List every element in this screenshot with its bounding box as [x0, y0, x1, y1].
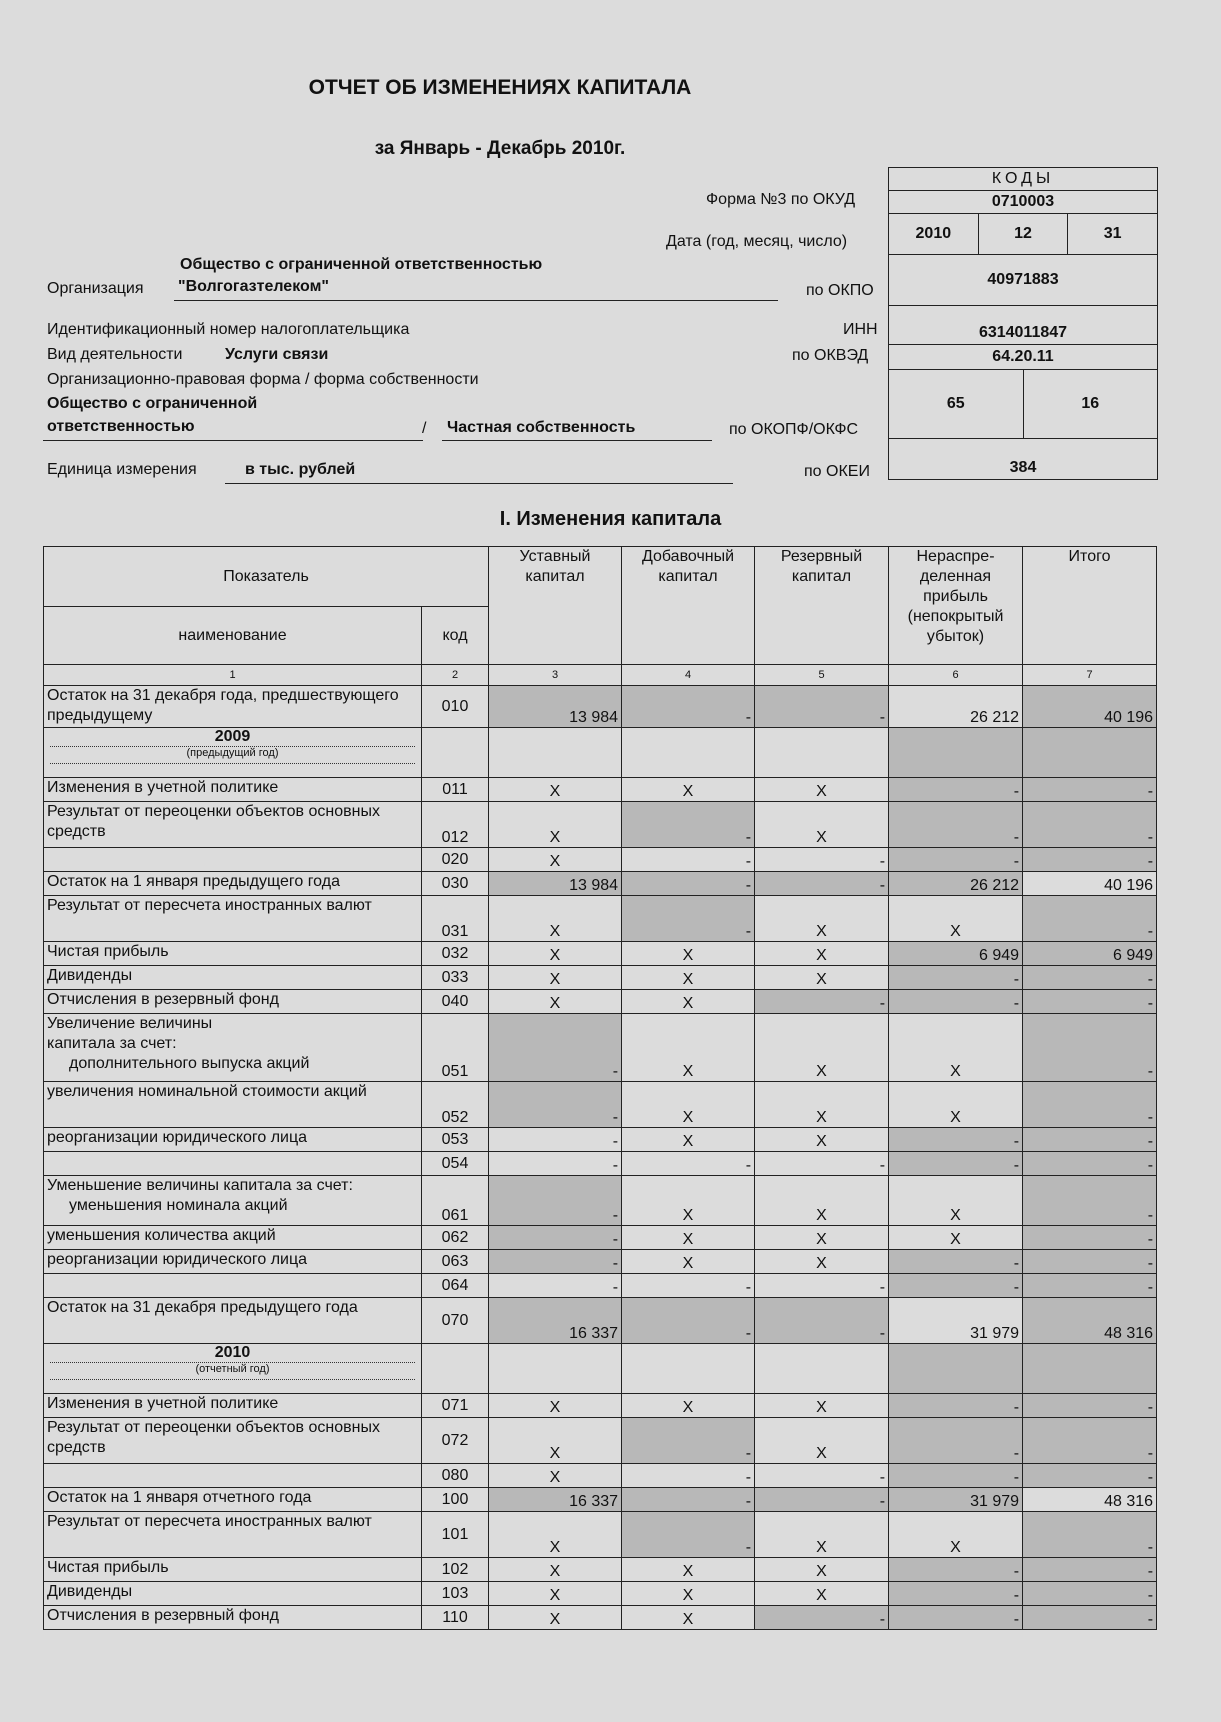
- cell-value: 16 337: [489, 1488, 622, 1512]
- row-code: 061: [422, 1176, 489, 1226]
- cell-value: 31 979: [889, 1488, 1023, 1512]
- cell-x: X: [622, 778, 755, 802]
- table-row: [44, 1558, 1157, 1582]
- cell-value: 26 212: [889, 872, 1023, 896]
- cell-x: X: [755, 966, 889, 990]
- date-day: 31: [1067, 214, 1157, 254]
- okfs-code: 16: [1023, 370, 1158, 438]
- cell-value: -: [1023, 1152, 1157, 1176]
- table-row: [44, 966, 1157, 990]
- cell-value: -: [889, 1394, 1023, 1418]
- cell-value: -: [889, 778, 1023, 802]
- table-row: [44, 1512, 1157, 1558]
- cell-x: X: [622, 1582, 755, 1606]
- cell-value: -: [755, 1274, 889, 1298]
- cell-value: -: [1023, 1418, 1157, 1464]
- row-name: Отчисления в резервный фонд: [44, 1606, 422, 1630]
- cell-value: -: [1023, 1082, 1157, 1128]
- table-row: [44, 942, 1157, 966]
- row-name: Остаток на 31 декабря года, предшествующего предыдущему: [44, 686, 422, 728]
- row-code: 110: [422, 1606, 489, 1630]
- form-slash: /: [422, 420, 427, 437]
- row-name: Увеличение величины капитала за счет:: [47, 1015, 213, 1052]
- cell-x: X: [755, 1558, 889, 1582]
- okud-code: 0710003: [991, 193, 1055, 210]
- row-code: 040: [422, 990, 489, 1014]
- cell-value: -: [1023, 778, 1157, 802]
- cell-value: 13 984: [489, 686, 622, 728]
- cell-x: X: [755, 802, 889, 848]
- cell-value: -: [1023, 848, 1157, 872]
- header-indicator: Показатель: [44, 547, 489, 607]
- row-name: дополнительного выпуска акций: [69, 1055, 310, 1072]
- cell-value: -: [622, 686, 755, 728]
- cell-value: -: [489, 1250, 622, 1274]
- cell-x: X: [489, 1418, 622, 1464]
- cell-value: -: [1023, 1512, 1157, 1558]
- cell-x: X: [889, 896, 1023, 942]
- cell-x: X: [489, 942, 622, 966]
- row-name: Чистая прибыль: [44, 1558, 422, 1582]
- row-name: Результат от пересчета иностранных валют: [44, 1512, 422, 1558]
- cell-value: -: [622, 896, 755, 942]
- cell-x: X: [622, 1558, 755, 1582]
- row-name: Остаток на 31 декабря предыдущего года: [44, 1298, 422, 1344]
- cell-value: -: [489, 1226, 622, 1250]
- cell-value: -: [622, 1418, 755, 1464]
- cell-value: -: [1023, 990, 1157, 1014]
- cell-value: -: [1023, 1014, 1157, 1082]
- row-code: 071: [422, 1394, 489, 1418]
- cell-value: -: [1023, 896, 1157, 942]
- header-reserve-capital: Резервный капитал: [755, 547, 889, 665]
- cell-x: X: [622, 1014, 755, 1082]
- table-row: [44, 1082, 1157, 1128]
- cell-value: -: [1023, 1606, 1157, 1630]
- codes-caption: КОДЫ: [991, 170, 1055, 187]
- cell-value: -: [1023, 1582, 1157, 1606]
- col-num-7: 7: [1023, 665, 1157, 686]
- cell-value: -: [889, 1582, 1023, 1606]
- cell-x: X: [489, 1464, 622, 1488]
- okei-code: 384: [1009, 459, 1037, 476]
- cell-x: X: [755, 1176, 889, 1226]
- row-code: 010: [422, 686, 489, 728]
- inn-code: 6314011847: [978, 324, 1068, 341]
- row-code: 051: [422, 1014, 489, 1082]
- row-code: 101: [422, 1512, 489, 1558]
- okved-label: по ОКВЭД: [792, 347, 869, 364]
- cell-value: 16 337: [489, 1298, 622, 1344]
- cell-value: 48 316: [1023, 1488, 1157, 1512]
- row-name: Изменения в учетной политике: [44, 1394, 422, 1418]
- row-code: 070: [422, 1298, 489, 1344]
- okei-label: по ОКЕИ: [804, 463, 870, 480]
- row-code: 102: [422, 1558, 489, 1582]
- header-retained-earnings: Нераспре-деленная прибыль (непокрытый убыток): [889, 547, 1023, 665]
- cell-value: -: [1023, 1250, 1157, 1274]
- form-line2: ответственностью: [47, 418, 195, 435]
- cell-x: X: [755, 1512, 889, 1558]
- cell-value: -: [755, 848, 889, 872]
- cell-value: -: [1023, 802, 1157, 848]
- cell-value: -: [489, 1152, 622, 1176]
- table-row: [44, 1298, 1157, 1344]
- cell-x: X: [489, 990, 622, 1014]
- cell-x: X: [755, 1394, 889, 1418]
- year-cur-sub: (отчетный год): [50, 1362, 415, 1375]
- year-prev: 2009: [214, 728, 251, 745]
- cell-value: 31 979: [889, 1298, 1023, 1344]
- cell-x: X: [889, 1082, 1023, 1128]
- cell-value: 40 196: [1023, 686, 1157, 728]
- cell-value: -: [622, 1488, 755, 1512]
- row-name: Результат от переоценки объектов основных средств: [44, 1418, 422, 1464]
- year-cur: 2010: [214, 1344, 251, 1361]
- activity-label: Вид деятельности: [47, 346, 183, 363]
- row-code: 031: [422, 896, 489, 942]
- cell-value: -: [489, 1128, 622, 1152]
- okopf-code: 65: [946, 395, 965, 412]
- header-charter-capital: Уставный капитал: [489, 547, 622, 665]
- row-name: уменьшения номинала акций: [69, 1197, 288, 1214]
- col-num-3: 3: [489, 665, 622, 686]
- table-row: [44, 728, 1157, 778]
- table-row: [44, 1344, 1157, 1394]
- cell-x: X: [489, 848, 622, 872]
- date-year: 2010: [915, 225, 952, 242]
- row-code: 052: [422, 1082, 489, 1128]
- cell-x: X: [489, 896, 622, 942]
- cell-x: X: [622, 1250, 755, 1274]
- cell-value: -: [889, 802, 1023, 848]
- table-row: [44, 686, 1157, 728]
- row-code: 032: [422, 942, 489, 966]
- cell-value: -: [889, 990, 1023, 1014]
- cell-value: -: [1023, 1226, 1157, 1250]
- cell-value: -: [889, 1418, 1023, 1464]
- cell-value: 13 984: [489, 872, 622, 896]
- inn-short-label: ИНН: [843, 321, 878, 338]
- cell-value: -: [622, 802, 755, 848]
- table-row: [44, 1488, 1157, 1512]
- year-prev-sub: (предыдущий год): [50, 746, 415, 759]
- cell-value: -: [1023, 1394, 1157, 1418]
- cell-x: X: [622, 1226, 755, 1250]
- cell-value: -: [889, 1558, 1023, 1582]
- row-name: Остаток на 1 января отчетного года: [44, 1488, 422, 1512]
- report-title: ОТЧЕТ ОБ ИЗМЕНЕНИЯХ КАПИТАЛА: [308, 76, 692, 99]
- org-underline: [174, 300, 778, 301]
- row-name: Результат от переоценки объектов основных средств: [44, 802, 422, 848]
- row-code: 080: [422, 1464, 489, 1488]
- okved-code: 64.20.11: [992, 348, 1054, 365]
- row-name: Результат от пересчета иностранных валют: [44, 896, 422, 942]
- table-row: [44, 1152, 1157, 1176]
- cell-x: X: [889, 1226, 1023, 1250]
- row-code: 064: [422, 1274, 489, 1298]
- cell-value: -: [889, 1152, 1023, 1176]
- cell-value: 6 949: [1023, 942, 1157, 966]
- cell-value: -: [755, 1606, 889, 1630]
- cell-x: X: [755, 942, 889, 966]
- org-name-line1: Общество с ограниченной ответственностью: [180, 256, 543, 273]
- cell-x: X: [889, 1512, 1023, 1558]
- col-num-5: 5: [755, 665, 889, 686]
- cell-x: X: [622, 1176, 755, 1226]
- col-num-1: 1: [44, 665, 422, 686]
- row-name: Дивиденды: [44, 966, 422, 990]
- cell-x: X: [489, 1606, 622, 1630]
- cell-value: 6 949: [889, 942, 1023, 966]
- cell-value: -: [622, 1512, 755, 1558]
- cell-value: -: [755, 1488, 889, 1512]
- codes-box: [888, 167, 1158, 480]
- cell-value: -: [489, 1274, 622, 1298]
- cell-value: -: [622, 872, 755, 896]
- row-code: 062: [422, 1226, 489, 1250]
- cell-x: X: [755, 896, 889, 942]
- table-row: [44, 1418, 1157, 1464]
- cell-value: -: [889, 1606, 1023, 1630]
- row-code: 011: [422, 778, 489, 802]
- cell-value: -: [755, 990, 889, 1014]
- unit-label: Единица измерения: [47, 461, 197, 478]
- table-row: [44, 896, 1157, 942]
- cell-value: -: [755, 1464, 889, 1488]
- header-total: Итого: [1023, 547, 1157, 665]
- cell-x: X: [755, 1226, 889, 1250]
- cell-value: 26 212: [889, 686, 1023, 728]
- cell-value: -: [622, 1152, 755, 1176]
- cell-x: X: [622, 942, 755, 966]
- cell-x: X: [755, 1128, 889, 1152]
- cell-value: -: [489, 1176, 622, 1226]
- table-row: [44, 1464, 1157, 1488]
- cell-x: X: [622, 1128, 755, 1152]
- row-name: Уменьшение величины капитала за счет:: [47, 1177, 353, 1194]
- cell-x: X: [755, 778, 889, 802]
- cell-x: X: [489, 1394, 622, 1418]
- table-row: [44, 1582, 1157, 1606]
- row-name: Остаток на 1 января предыдущего года: [44, 872, 422, 896]
- date-month: 12: [978, 214, 1068, 254]
- table-row: [44, 1606, 1157, 1630]
- okud-label: Форма №3 по ОКУД: [706, 191, 856, 208]
- row-name: Отчисления в резервный фонд: [44, 990, 422, 1014]
- table-row: [44, 1274, 1157, 1298]
- okpo-label: по ОКПО: [806, 282, 874, 299]
- row-name: Чистая прибыль: [44, 942, 422, 966]
- cell-x: X: [755, 1418, 889, 1464]
- cell-x: X: [489, 802, 622, 848]
- okopf-label: по ОКОПФ/ОКФС: [729, 421, 859, 438]
- row-code: 020: [422, 848, 489, 872]
- row-code: 053: [422, 1128, 489, 1152]
- cell-value: -: [489, 1082, 622, 1128]
- row-name: увеличения номинальной стоимости акций: [44, 1082, 422, 1128]
- cell-value: -: [1023, 1176, 1157, 1226]
- cell-value: -: [1023, 1274, 1157, 1298]
- cell-value: 40 196: [1023, 872, 1157, 896]
- table-row: [44, 1226, 1157, 1250]
- cell-x: X: [755, 1582, 889, 1606]
- date-label: Дата (год, месяц, число): [666, 233, 848, 250]
- row-name: реорганизации юридического лица: [44, 1128, 422, 1152]
- cell-value: -: [489, 1014, 622, 1082]
- cell-value: -: [622, 1274, 755, 1298]
- org-name-line2: "Волгогазтелеком": [178, 278, 329, 295]
- row-code: 033: [422, 966, 489, 990]
- row-code: 072: [422, 1418, 489, 1464]
- cell-x: X: [889, 1014, 1023, 1082]
- cell-x: X: [622, 966, 755, 990]
- cell-x: X: [755, 1014, 889, 1082]
- table-row: [44, 848, 1157, 872]
- form-line1: Общество с ограниченной: [47, 395, 258, 412]
- col-num-6: 6: [889, 665, 1023, 686]
- cell-x: X: [489, 778, 622, 802]
- unit-value: в тыс. рублей: [245, 461, 356, 478]
- header-code: код: [422, 607, 489, 665]
- cell-value: -: [1023, 966, 1157, 990]
- table-row: [44, 802, 1157, 848]
- cell-x: X: [622, 1394, 755, 1418]
- row-code: 030: [422, 872, 489, 896]
- row-code: 100: [422, 1488, 489, 1512]
- cell-x: X: [489, 1582, 622, 1606]
- table-row: [44, 778, 1157, 802]
- row-code: 054: [422, 1152, 489, 1176]
- activity-value: Услуги связи: [225, 346, 329, 363]
- cell-value: -: [889, 1464, 1023, 1488]
- org-label: Организация: [47, 280, 144, 297]
- cell-value: -: [889, 1274, 1023, 1298]
- cell-value: -: [755, 1152, 889, 1176]
- table-row: [44, 1250, 1157, 1274]
- header-additional-capital: Добавочный капитал: [622, 547, 755, 665]
- row-name: реорганизации юридического лица: [44, 1250, 422, 1274]
- cell-value: -: [622, 1464, 755, 1488]
- header-name: наименование: [44, 607, 422, 665]
- cell-value: -: [889, 1250, 1023, 1274]
- cell-x: X: [489, 1512, 622, 1558]
- form-label: Организационно-правовая форма / форма собственности: [47, 371, 479, 388]
- cell-value: -: [1023, 1464, 1157, 1488]
- row-name: Дивиденды: [44, 1582, 422, 1606]
- cell-value: -: [889, 1128, 1023, 1152]
- row-code: 012: [422, 802, 489, 848]
- cell-x: X: [622, 1606, 755, 1630]
- col-num-2: 2: [422, 665, 489, 686]
- cell-value: -: [622, 1298, 755, 1344]
- ownership-underline: [442, 440, 712, 441]
- okpo-code: 40971883: [987, 271, 1059, 288]
- cell-value: -: [622, 848, 755, 872]
- form-underline: [43, 440, 423, 441]
- section-title: I. Изменения капитала: [499, 508, 722, 530]
- cell-x: X: [622, 1082, 755, 1128]
- cell-x: X: [489, 966, 622, 990]
- ownership-value: Частная собственность: [447, 419, 636, 436]
- cell-value: -: [889, 966, 1023, 990]
- table-row: [44, 1014, 1157, 1082]
- cell-value: -: [755, 872, 889, 896]
- row-name: Изменения в учетной политике: [44, 778, 422, 802]
- cell-x: X: [889, 1176, 1023, 1226]
- cell-value: -: [755, 1298, 889, 1344]
- row-name: уменьшения количества акций: [44, 1226, 422, 1250]
- capital-changes-table: [43, 546, 1157, 1630]
- row-code: 103: [422, 1582, 489, 1606]
- cell-value: -: [1023, 1128, 1157, 1152]
- cell-value: 48 316: [1023, 1298, 1157, 1344]
- table-row: [44, 990, 1157, 1014]
- table-row: [44, 1128, 1157, 1152]
- cell-value: -: [755, 686, 889, 728]
- cell-x: X: [489, 1558, 622, 1582]
- report-period: за Январь - Декабрь 2010г.: [374, 138, 626, 159]
- table-row: [44, 1394, 1157, 1418]
- cell-x: X: [755, 1250, 889, 1274]
- inn-label: Идентификационный номер налогоплательщика: [47, 321, 410, 338]
- table-row: [44, 872, 1157, 896]
- cell-x: X: [755, 1082, 889, 1128]
- table-row: [44, 1176, 1157, 1226]
- cell-x: X: [622, 990, 755, 1014]
- cell-value: -: [889, 848, 1023, 872]
- unit-underline: [225, 483, 733, 484]
- col-num-4: 4: [622, 665, 755, 686]
- cell-value: -: [1023, 1558, 1157, 1582]
- row-code: 063: [422, 1250, 489, 1274]
